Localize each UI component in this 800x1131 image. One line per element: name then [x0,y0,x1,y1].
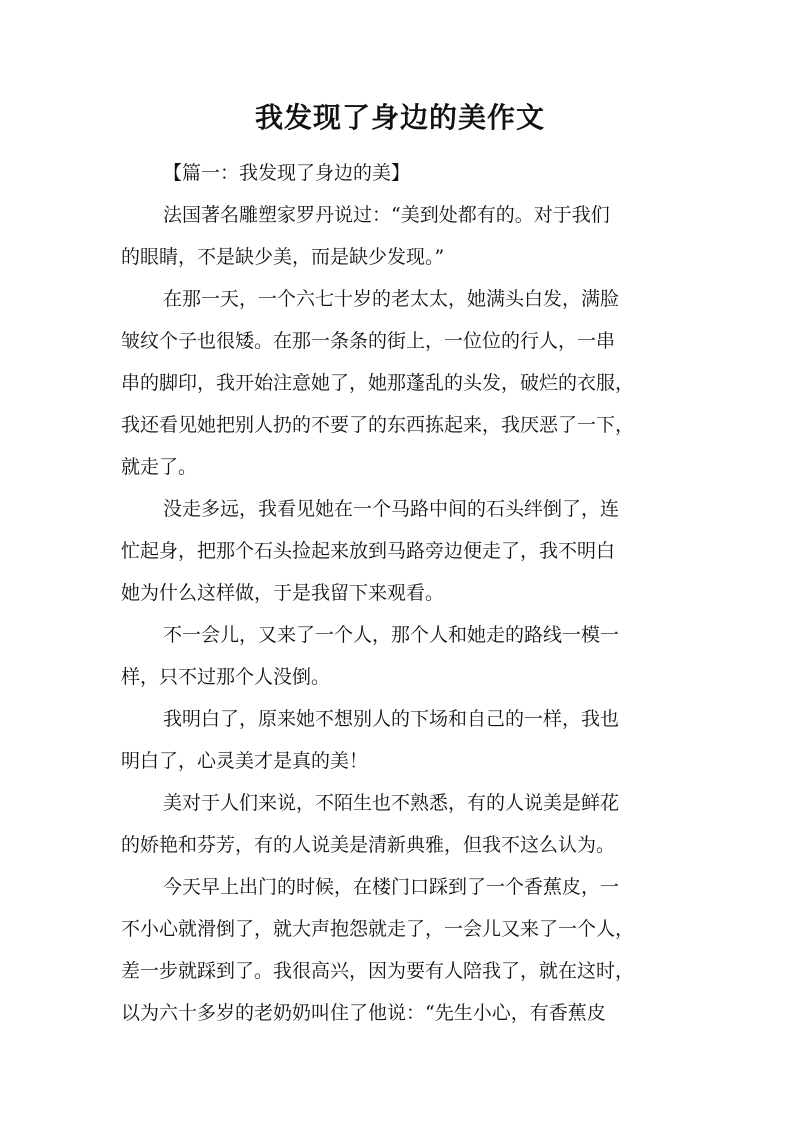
text-line: 以为六十多岁的老奶奶叫住了他说：“先生小心，有香蕉皮 [121,1002,606,1024]
text-line: 没走多远，我看见她在一个马路中间的石头绊倒了，连 [163,498,620,520]
text-line: 样，只不过那个人没倒。 [121,666,331,688]
text-line: 我明白了，原来她不想别人的下场和自己的一样，我也 [163,708,620,730]
document-title: 我发现了身边的美作文 [254,101,545,134]
text-line: 串的脚印，我开始注意她了，她那蓬乱的头发，破烂的衣服， [121,372,635,394]
text-line: 美对于人们来说，不陌生也不熟悉，有的人说美是鲜花 [163,792,620,814]
text-line: 皱纹个子也很矮。在那一条条的街上，一位位的行人，一串 [121,330,616,352]
text-line: 忙起身，把那个石头捡起来放到马路旁边便走了，我不明白 [121,540,616,562]
text-line: 就走了。 [121,456,198,478]
text-line: 不小心就滑倒了，就大声抱怨就走了，一会儿又来了一个人， [121,918,635,940]
text-line: 的眼睛，不是缺少美，而是缺少发现。” [121,246,445,268]
text-line: 她为什么这样做，于是我留下来观看。 [121,582,445,604]
text-line: 差一步就踩到了。我很高兴，因为要有人陪我了，就在这时， [121,960,635,982]
document-body [121,152,681,1034]
text-line: 在那一天，一个六七十岁的老太太，她满头白发，满脸 [163,288,620,310]
text-line: 法国著名雕塑家罗丹说过：“美到处都有的。对于我们 [163,204,610,226]
text-line: 今天早上出门的时候，在楼门口踩到了一个香蕉皮，一 [163,876,620,898]
text-line: 不一会儿，又来了一个人，那个人和她走的路线一模一 [163,624,620,646]
text-line: 的娇艳和芬芳，有的人说美是清新典雅，但我不这么认为。 [121,834,616,856]
text-line: 我还看见她把别人扔的不要了的东西拣起来，我厌恶了一下， [121,414,635,436]
text-line-section-heading: 【篇一：我发现了身边的美】 [163,162,411,184]
text-line: 明白了，心灵美才是真的美！ [121,750,369,772]
